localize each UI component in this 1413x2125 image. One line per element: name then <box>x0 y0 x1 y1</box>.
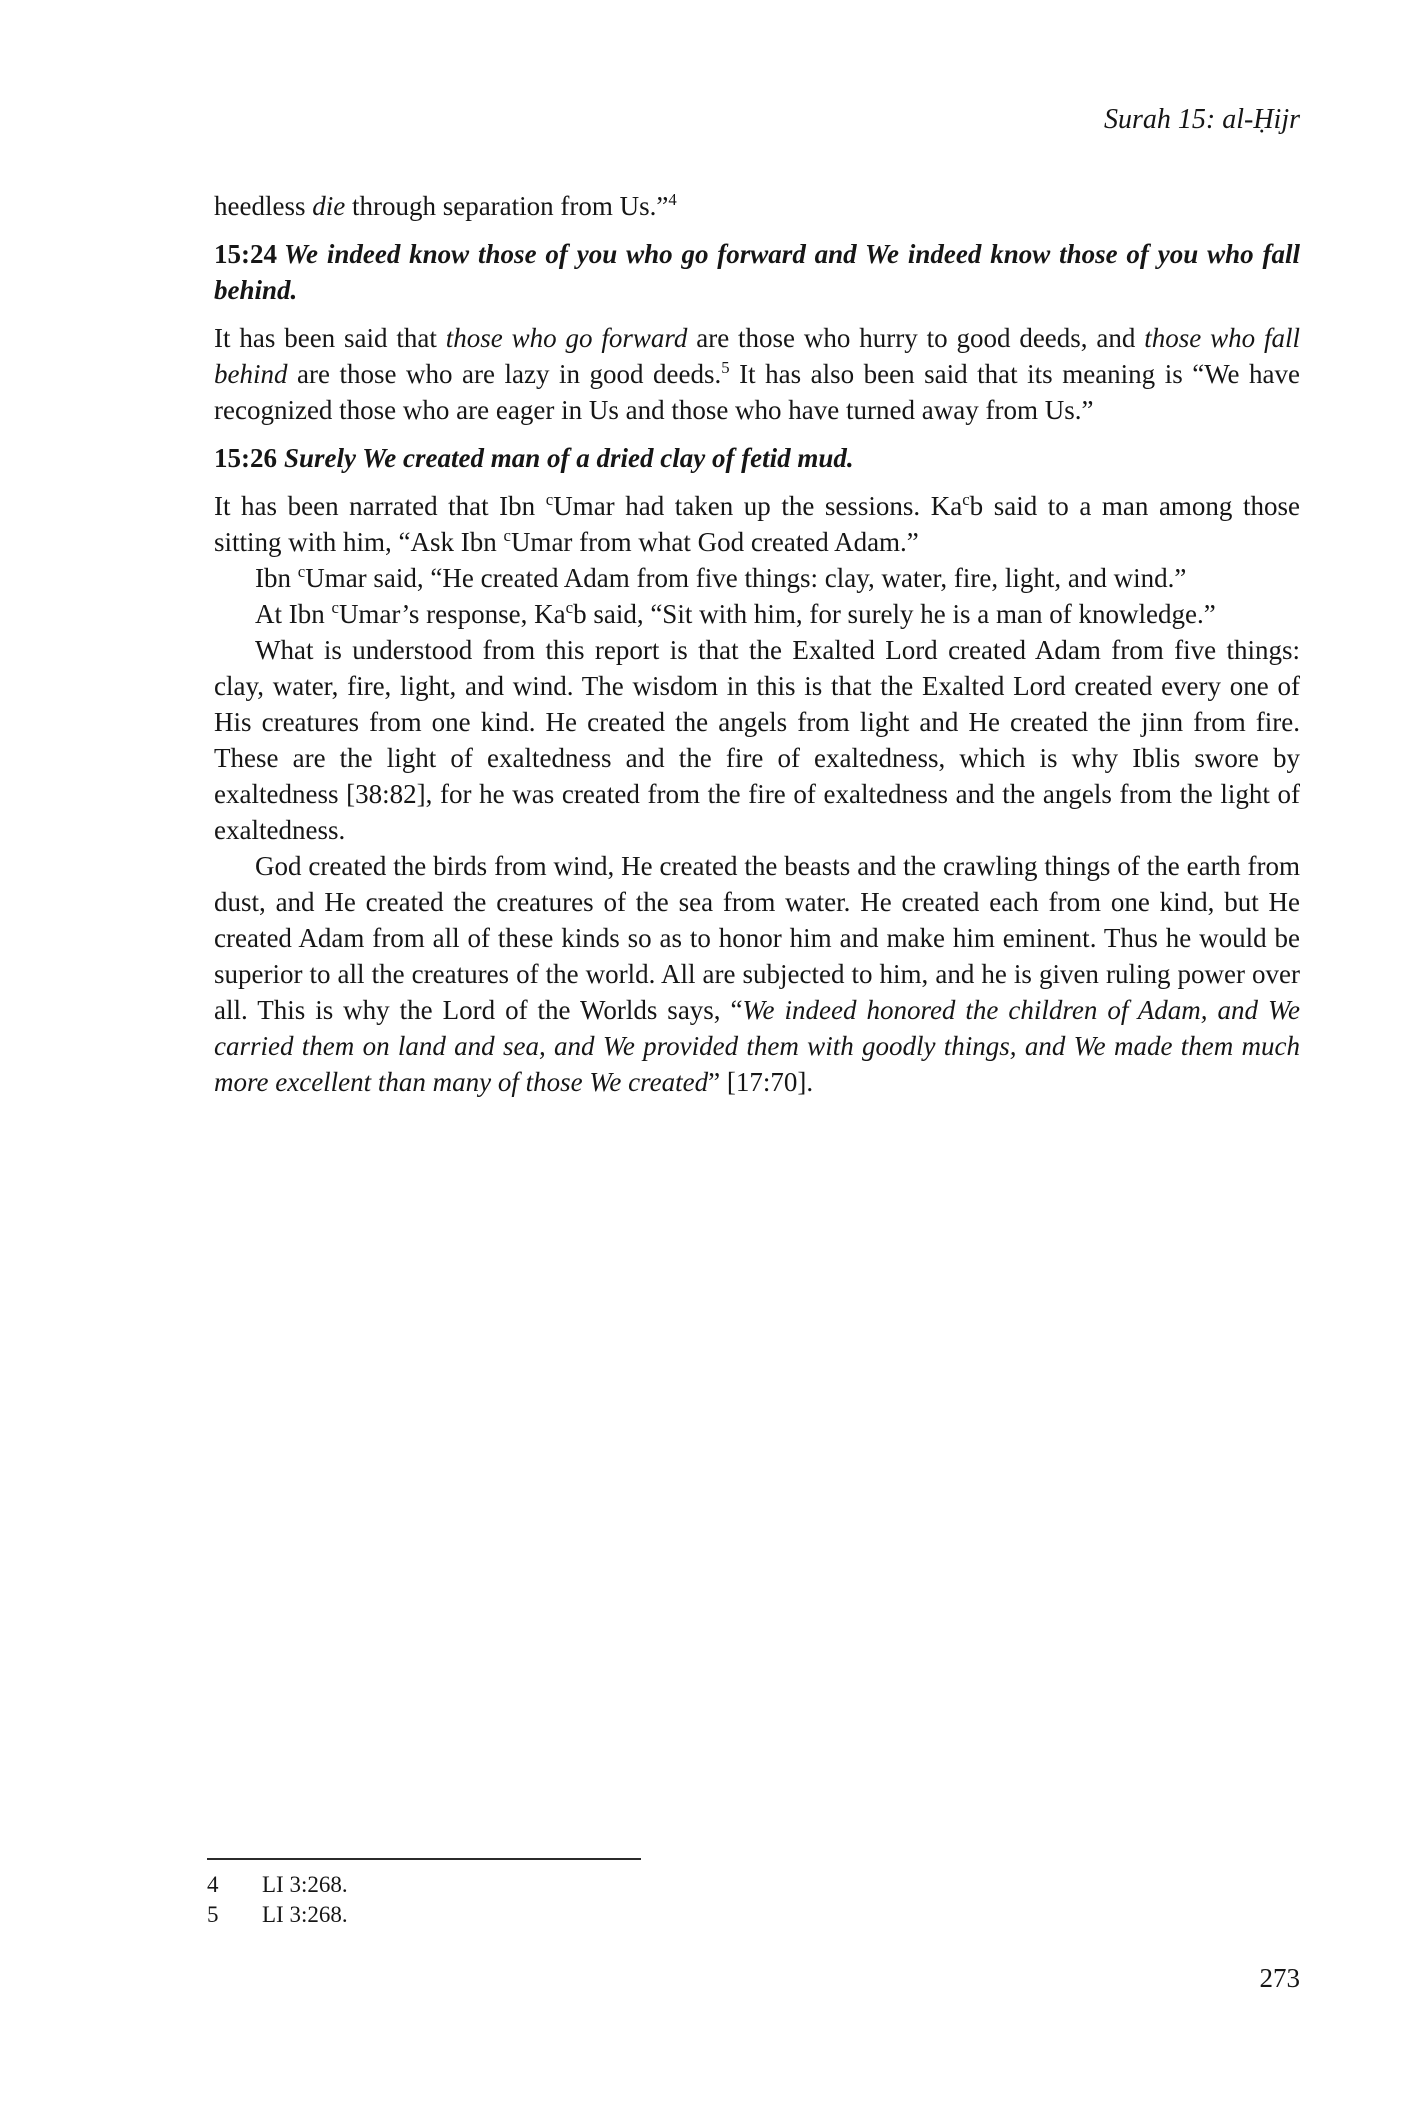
footnotes <box>207 1870 1300 1930</box>
footnote-marker: 4 <box>207 1872 219 1897</box>
paragraph: At Ibn $^c$Umar’s response, Ka$^c$b said, “Sit with him, for surely he is a man of knowledge.” <box>255 598 1216 629</box>
page-number: 273 <box>1259 1963 1300 1993</box>
ayn-superscript: c <box>503 526 511 545</box>
running-header: Surah 15: al-Ḥijr <box>1104 104 1300 135</box>
footnote-ref: 4 <box>668 190 677 209</box>
paragraph: heedless die through separation from Us.”$^4$ <box>214 190 677 221</box>
footnote-marker: 5 <box>207 1902 219 1927</box>
paragraph: It has been said that those who go forward are those who hurry to good deeds, and those who fall behind are those who are lazy in good deeds.$^5$ It has also been said that its meaning is “We have recognized those who are eager in Us and those who have turned away from Us.” <box>214 323 1300 425</box>
ayn-superscript: c <box>331 598 339 617</box>
footnote-text: LI 3:268. <box>262 1902 348 1927</box>
paragraph: What is understood from this report is that the Exalted Lord created Adam from five things: clay, water, fire, light, and wind. The wisdom in this is that the Exalted Lord created every one of His creatures from one kind. He created the angels from light and He created the jinn from fire. These are the light of exaltedness and the fire of exaltedness, which is why Iblis swore by exaltedness [38:82], for he was created from the fire of exaltedness and the angels from the light of exaltedness. <box>214 635 1300 845</box>
ayn-superscript: c <box>962 490 970 509</box>
ayn-superscript: c <box>565 598 574 617</box>
body-text <box>214 188 1300 1100</box>
footnote <box>207 1870 1300 1900</box>
ayn-superscript: c <box>297 562 306 581</box>
paragraph: It has been narrated that Ibn $^c$Umar had taken up the sessions. Ka$^c$b said to a man among those sitting with him, “Ask Ibn $^c$Umar from what God created Adam.” <box>214 490 1300 557</box>
footnote-text: LI 3:268. <box>262 1872 348 1897</box>
footnote <box>207 1900 1300 1930</box>
paragraph: Ibn $^c$Umar said, “He created Adam from five things: clay, water, fire, light, and wind.” <box>255 562 1187 593</box>
verse-heading: 15:26 Surely We created man of a dried clay of fetid mud. <box>214 443 854 473</box>
footnote-area <box>207 1858 1300 1930</box>
footnote-ref: 5 <box>721 358 730 377</box>
verse-heading: 15:24 We indeed know those of you who go forward and We indeed know those of you who fall behind. <box>214 239 1300 305</box>
ayn-superscript: c <box>545 490 554 509</box>
paragraph: God created the birds from wind, He created the beasts and the crawling things of the earth from dust, and He created the creatures of the sea from water. He created each from one kind, but He created Adam from all of these kinds so as to honor him and make him eminent. Thus he would be superior to all the creatures of the world. All are subjected to him, and he is given ruling power over all. This is why the Lord of the Worlds says, “We indeed honored the children of Adam, and We carried them on land and sea, and We provided them with goodly things, and We made them much more excellent than many of those We created” [17:70]. <box>214 851 1300 1097</box>
footnote-separator <box>207 1858 641 1860</box>
